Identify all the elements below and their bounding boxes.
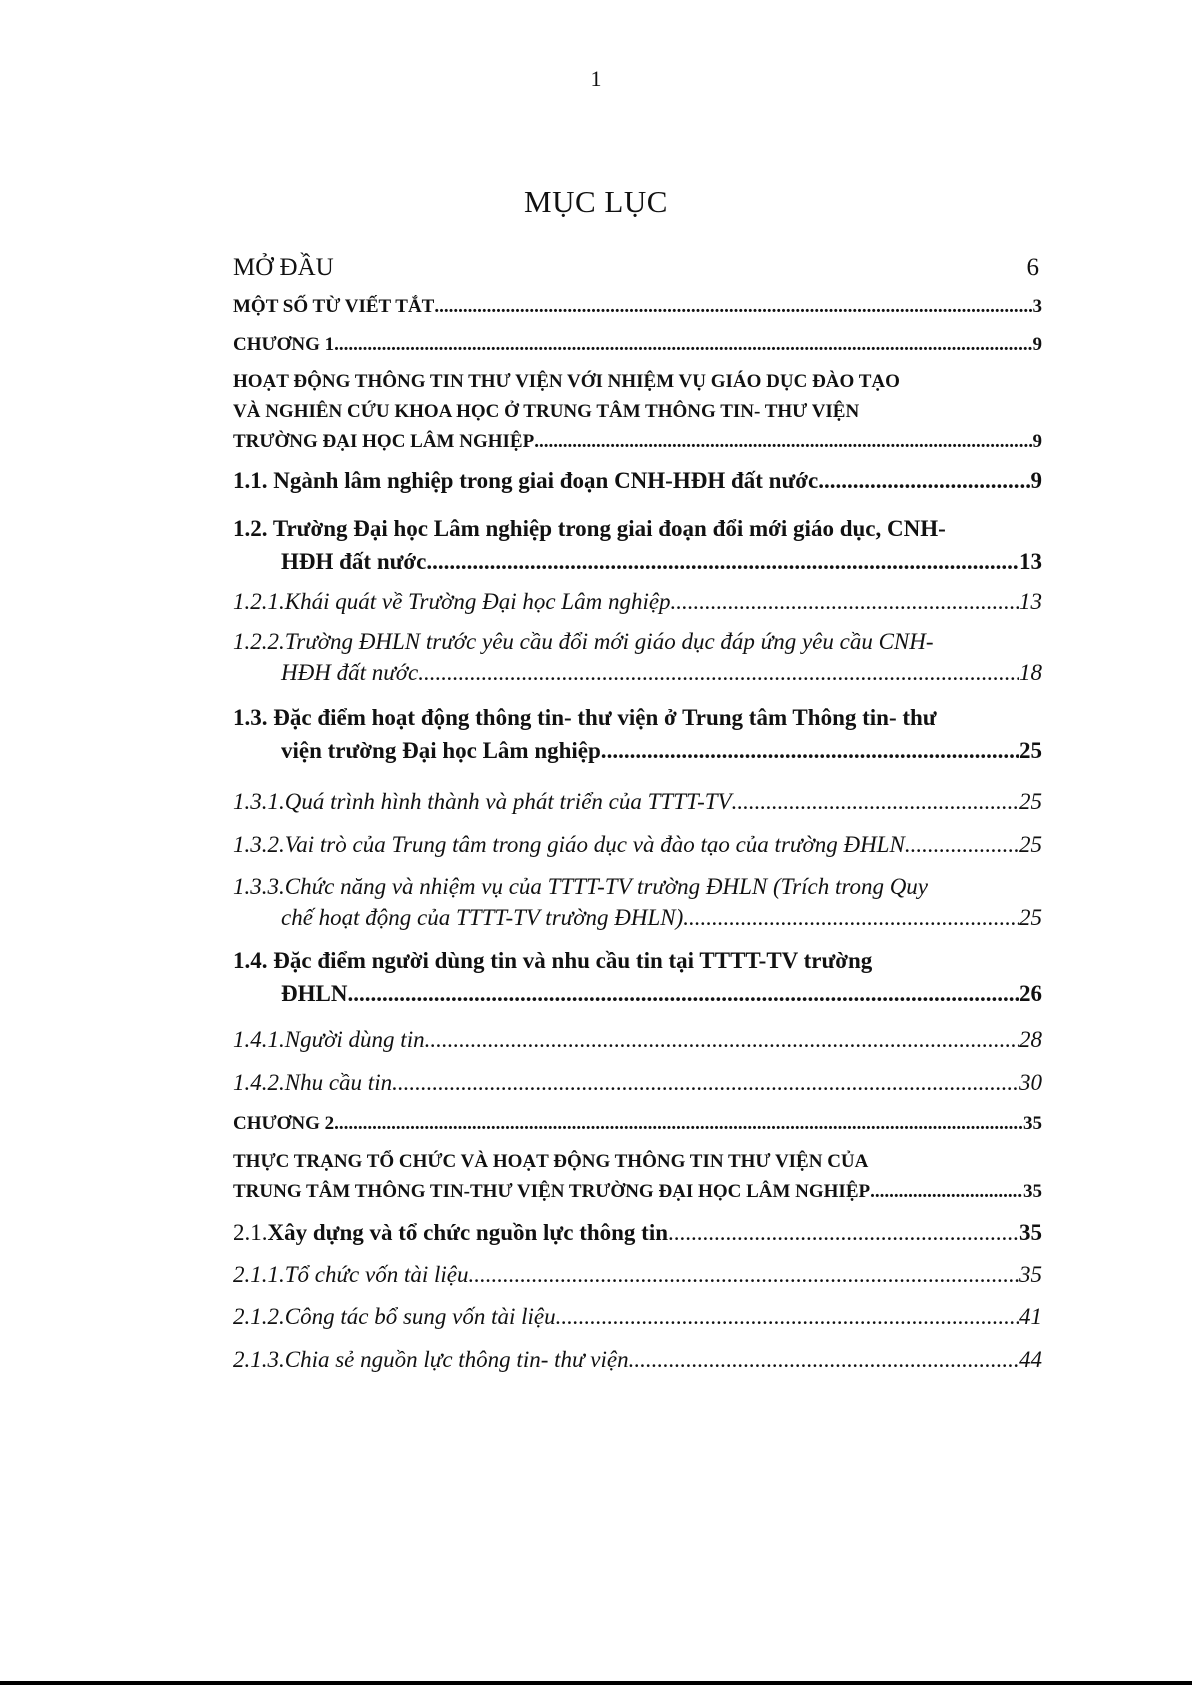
dot-leader	[468, 1259, 1019, 1290]
toc-entry[interactable]	[233, 829, 1042, 860]
toc-entry[interactable]	[233, 1259, 1042, 1290]
toc-entry-text: THỰC TRẠNG TỔ CHỨC VÀ HOẠT ĐỘNG THÔNG TIN THƯ VIỆN CỦA	[233, 1151, 869, 1172]
dot-leader	[683, 902, 1019, 933]
toc-entry-text: 1.3.1.Quá trình hình thành và phát triển của TTTT-TV	[233, 789, 732, 814]
toc-entry-page: 13	[1019, 589, 1042, 614]
toc-entry[interactable]	[233, 464, 1042, 497]
toc-entry-text: CHƯƠNG 1	[233, 334, 335, 355]
toc-entry-text: CHƯƠNG 2	[233, 1113, 335, 1134]
toc-entry-text: 1.4.2.Nhu cầu tin	[233, 1070, 393, 1095]
toc-intro-text: MỞ ĐẦU	[233, 254, 334, 281]
toc-entry-text: 1.4.1.Người dùng tin	[233, 1027, 425, 1052]
toc-entry-text: HOẠT ĐỘNG THÔNG TIN THƯ VIỆN VỚI NHIỆM VỤ GIÁO DỤC ĐÀO TẠO	[233, 371, 900, 392]
toc-entry-page: 9	[1032, 334, 1042, 355]
toc-entry[interactable]	[233, 1344, 1042, 1375]
dot-leader	[418, 657, 1019, 688]
toc-entry-number: 2.1.	[233, 1220, 268, 1245]
toc-entry-page: 28	[1019, 1027, 1042, 1052]
dot-leader	[334, 1109, 1023, 1139]
toc-entry-page: 9	[1030, 468, 1042, 493]
toc-entry[interactable]	[233, 1216, 1042, 1249]
dot-leader	[334, 330, 1032, 360]
toc-entry[interactable]	[233, 1109, 1042, 1139]
dot-leader	[425, 1024, 1019, 1055]
dot-leader	[668, 1216, 1019, 1249]
toc-entry[interactable]	[233, 1147, 1042, 1207]
toc-entry-page: 25	[1019, 905, 1042, 930]
toc-intro-page: 6	[1026, 254, 1039, 281]
toc-entry-page: 25	[1019, 832, 1042, 857]
toc-entry-text: 1.1. Ngành lâm nghiệp trong giai đoạn CNH-HĐH đất nước.	[233, 468, 824, 493]
dot-leader	[353, 977, 1019, 1010]
toc-entry-text: 1.3.3.Chức năng và nhiệm vụ của TTTT-TV trường ĐHLN (Trích trong Quy	[233, 874, 929, 899]
toc-entry-text: 1.2.1.Khái quát về Trường Đại học Lâm nghiệp	[233, 589, 671, 614]
toc-entry[interactable]	[233, 944, 1042, 1010]
toc-entry[interactable]	[233, 586, 1042, 617]
toc-entry-page: 3	[1032, 296, 1042, 317]
toc-entry-text: HĐH đất nước	[281, 549, 427, 574]
toc-entry-text: 2.1.2.Công tác bổ sung vốn tài liệu.	[233, 1304, 562, 1329]
toc-entry-text: 1.2. Trường Đại học Lâm nghiệp trong giai đoạn đổi mới giáo dục, CNH-	[233, 516, 946, 541]
dot-leader	[824, 464, 1031, 497]
toc-entry-text: VÀ NGHIÊN CỨU KHOA HỌC Ở TRUNG TÂM THÔNG TIN- THƯ VIỆN	[233, 401, 860, 422]
toc-entry[interactable]	[233, 701, 1042, 767]
page-number: 1	[590, 66, 602, 91]
dot-leader	[905, 829, 1019, 860]
toc-entry[interactable]	[233, 367, 1042, 457]
toc-entry[interactable]	[233, 786, 1042, 817]
toc-entry-text: chế hoạt động của TTTT-TV trường ĐHLN)	[281, 905, 684, 930]
toc-entry-text: 1.4. Đặc điểm người dùng tin và nhu cầu tin tại TTTT-TV trường	[233, 948, 873, 973]
toc-entry-page: 35	[1023, 1113, 1042, 1134]
toc-entry-page: 9	[1032, 431, 1042, 452]
toc-intro[interactable]	[233, 254, 1039, 282]
dot-leader	[607, 734, 1019, 767]
toc-entry-page: 35	[1019, 1220, 1042, 1245]
dot-leader	[732, 786, 1019, 817]
toc-entry-text: TRUNG TÂM THÔNG TIN-THƯ VIỆN TRƯỜNG ĐẠI HỌC LÂM NGHIỆP	[233, 1181, 871, 1202]
dot-leader	[392, 1067, 1019, 1098]
dot-leader	[561, 1301, 1019, 1332]
dot-leader	[629, 1344, 1019, 1375]
toc-entry-text: 2.1.3.Chia sẻ nguồn lực thông tin- thư viện	[233, 1347, 629, 1372]
toc-entry-page: 25	[1019, 738, 1042, 763]
toc-entry-text: ĐHLN.	[281, 981, 354, 1006]
toc-entry-text: TRƯỜNG ĐẠI HỌC LÂM NGHIỆP	[233, 431, 535, 452]
toc-entry-page: 44	[1019, 1347, 1042, 1372]
toc-entry-text: MỘT SỐ TỪ VIẾT TẮT	[233, 296, 435, 317]
dot-leader	[434, 292, 1032, 322]
dot-leader	[426, 545, 1019, 578]
toc-entry-page: 30	[1019, 1070, 1042, 1095]
toc-entry-page: 13	[1019, 549, 1042, 574]
toc-entry-page: 35	[1023, 1181, 1042, 1202]
toc-entry-text: Xây dựng và tổ chức nguồn lực thông tin	[267, 1220, 669, 1245]
toc-title: MỤC LỤC	[524, 184, 668, 219]
toc-entry[interactable]	[233, 330, 1042, 360]
toc-entry-text: 2.1.1.Tổ chức vốn tài liệu	[233, 1262, 469, 1287]
toc-entry-page: 41	[1019, 1304, 1042, 1329]
dot-leader	[870, 1177, 1023, 1207]
toc-entry[interactable]	[233, 871, 1042, 933]
toc-entry-page: 18	[1019, 660, 1042, 685]
toc-entry-text: 1.3. Đặc điểm hoạt động thông tin- thư viện ở Trung tâm Thông tin- thư	[233, 705, 937, 730]
page-bottom-border	[0, 1681, 1192, 1685]
toc-entry-text: 1.2.2.Trường ĐHLN trước yêu cầu đổi mới giáo dục đáp ứng yêu cầu CNH-	[233, 629, 934, 654]
toc-entry-page: 26	[1019, 981, 1042, 1006]
toc-entry-page: 25	[1019, 789, 1042, 814]
toc-entry[interactable]	[233, 1067, 1042, 1098]
toc-entry-text: 1.3.2.Vai trò của Trung tâm trong giáo dục và đào tạo của trường ĐHLN	[233, 832, 905, 857]
toc-entry[interactable]	[233, 1301, 1042, 1332]
toc-entry-text: viện trường Đại học Lâm nghiệp.	[281, 738, 607, 763]
toc-entry[interactable]	[233, 626, 1042, 688]
toc-entry-page: 35	[1019, 1262, 1042, 1287]
dot-leader	[671, 586, 1019, 617]
toc-entry[interactable]	[233, 1024, 1042, 1055]
dot-leader	[534, 427, 1032, 457]
toc-entry[interactable]	[233, 292, 1042, 322]
toc-entry-text: HĐH đất nước	[281, 660, 419, 685]
toc-entry[interactable]	[233, 512, 1042, 578]
